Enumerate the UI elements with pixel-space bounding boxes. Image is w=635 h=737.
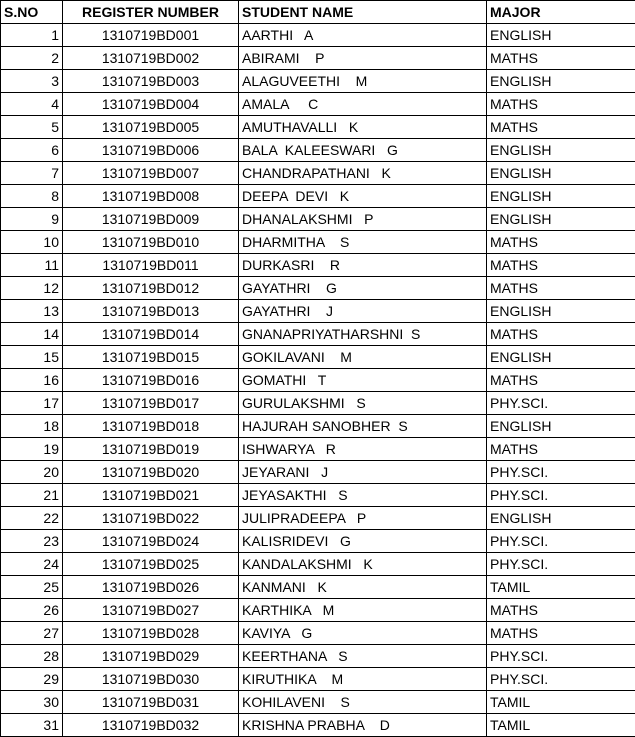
header-register-number: REGISTER NUMBER xyxy=(63,1,239,24)
cell-major: TAMIL xyxy=(487,714,635,737)
cell-student-name: GOMATHI T xyxy=(239,369,487,392)
cell-sno: 31 xyxy=(1,714,63,737)
cell-student-name: ALAGUVEETHI M xyxy=(239,70,487,93)
table-row xyxy=(1,24,635,47)
cell-register-number: 1310719BD010 xyxy=(63,231,239,254)
cell-student-name: DHARMITHA S xyxy=(239,231,487,254)
cell-register-number: 1310719BD016 xyxy=(63,369,239,392)
cell-register-number: 1310719BD021 xyxy=(63,484,239,507)
cell-student-name: JULIPRADEEPA P xyxy=(239,507,487,530)
table-row xyxy=(1,346,635,369)
cell-register-number: 1310719BD032 xyxy=(63,714,239,737)
cell-student-name: DHANALAKSHMI P xyxy=(239,208,487,231)
cell-major: PHY.SCI. xyxy=(487,668,635,691)
cell-major: ENGLISH xyxy=(487,507,635,530)
table-row xyxy=(1,231,635,254)
cell-student-name: GAYATHRI J xyxy=(239,300,487,323)
cell-sno: 16 xyxy=(1,369,63,392)
cell-register-number: 1310719BD026 xyxy=(63,576,239,599)
cell-sno: 18 xyxy=(1,415,63,438)
cell-major: ENGLISH xyxy=(487,185,635,208)
table-row xyxy=(1,300,635,323)
cell-sno: 4 xyxy=(1,93,63,116)
cell-student-name: KIRUTHIKA M xyxy=(239,668,487,691)
cell-major: PHY.SCI. xyxy=(487,461,635,484)
cell-major: PHY.SCI. xyxy=(487,553,635,576)
cell-sno: 9 xyxy=(1,208,63,231)
cell-student-name: KRISHNA PRABHA D xyxy=(239,714,487,737)
cell-sno: 20 xyxy=(1,461,63,484)
cell-register-number: 1310719BD012 xyxy=(63,277,239,300)
table-row xyxy=(1,93,635,116)
header-sno: S.NO xyxy=(1,1,63,24)
cell-sno: 26 xyxy=(1,599,63,622)
cell-register-number: 1310719BD011 xyxy=(63,254,239,277)
cell-student-name: KANDALAKSHMI K xyxy=(239,553,487,576)
cell-student-name: KAVIYA G xyxy=(239,622,487,645)
table-row xyxy=(1,599,635,622)
cell-sno: 3 xyxy=(1,70,63,93)
cell-register-number: 1310719BD009 xyxy=(63,208,239,231)
table-row xyxy=(1,70,635,93)
table-row xyxy=(1,254,635,277)
cell-sno: 30 xyxy=(1,691,63,714)
table-row xyxy=(1,47,635,70)
cell-major: ENGLISH xyxy=(487,162,635,185)
cell-major: MATHS xyxy=(487,369,635,392)
cell-register-number: 1310719BD015 xyxy=(63,346,239,369)
cell-major: MATHS xyxy=(487,599,635,622)
cell-student-name: GOKILAVANI M xyxy=(239,346,487,369)
cell-sno: 27 xyxy=(1,622,63,645)
cell-major: MATHS xyxy=(487,254,635,277)
table-row xyxy=(1,116,635,139)
table-row xyxy=(1,668,635,691)
cell-sno: 14 xyxy=(1,323,63,346)
cell-sno: 21 xyxy=(1,484,63,507)
cell-sno: 23 xyxy=(1,530,63,553)
cell-sno: 22 xyxy=(1,507,63,530)
cell-major: MATHS xyxy=(487,231,635,254)
cell-register-number: 1310719BD022 xyxy=(63,507,239,530)
cell-major: MATHS xyxy=(487,277,635,300)
cell-sno: 12 xyxy=(1,277,63,300)
cell-student-name: JEYARANI J xyxy=(239,461,487,484)
cell-register-number: 1310719BD005 xyxy=(63,116,239,139)
cell-register-number: 1310719BD031 xyxy=(63,691,239,714)
cell-major: MATHS xyxy=(487,323,635,346)
cell-register-number: 1310719BD001 xyxy=(63,24,239,47)
cell-register-number: 1310719BD017 xyxy=(63,392,239,415)
table-header xyxy=(1,1,635,24)
cell-student-name: GURULAKSHMI S xyxy=(239,392,487,415)
cell-register-number: 1310719BD002 xyxy=(63,47,239,70)
table-row xyxy=(1,369,635,392)
cell-sno: 6 xyxy=(1,139,63,162)
cell-sno: 15 xyxy=(1,346,63,369)
cell-register-number: 1310719BD006 xyxy=(63,139,239,162)
cell-major: ENGLISH xyxy=(487,24,635,47)
cell-register-number: 1310719BD008 xyxy=(63,185,239,208)
cell-student-name: KANMANI K xyxy=(239,576,487,599)
cell-major: MATHS xyxy=(487,47,635,70)
cell-register-number: 1310719BD029 xyxy=(63,645,239,668)
cell-sno: 25 xyxy=(1,576,63,599)
cell-student-name: ISHWARYA R xyxy=(239,438,487,461)
cell-sno: 10 xyxy=(1,231,63,254)
cell-register-number: 1310719BD004 xyxy=(63,93,239,116)
cell-major: PHY.SCI. xyxy=(487,530,635,553)
cell-register-number: 1310719BD007 xyxy=(63,162,239,185)
cell-student-name: KALISRIDEVI G xyxy=(239,530,487,553)
cell-major: MATHS xyxy=(487,438,635,461)
cell-student-name: DEEPA DEVI K xyxy=(239,185,487,208)
cell-sno: 24 xyxy=(1,553,63,576)
header-row xyxy=(1,1,635,24)
cell-major: TAMIL xyxy=(487,576,635,599)
cell-sno: 11 xyxy=(1,254,63,277)
cell-register-number: 1310719BD003 xyxy=(63,70,239,93)
cell-student-name: DURKASRI R xyxy=(239,254,487,277)
table-row xyxy=(1,622,635,645)
cell-register-number: 1310719BD028 xyxy=(63,622,239,645)
cell-sno: 7 xyxy=(1,162,63,185)
cell-student-name: ABIRAMI P xyxy=(239,47,487,70)
cell-register-number: 1310719BD025 xyxy=(63,553,239,576)
cell-major: PHY.SCI. xyxy=(487,645,635,668)
table-row xyxy=(1,553,635,576)
table-row xyxy=(1,185,635,208)
cell-student-name: AARTHI A xyxy=(239,24,487,47)
cell-sno: 5 xyxy=(1,116,63,139)
table-row xyxy=(1,392,635,415)
cell-major: ENGLISH xyxy=(487,415,635,438)
cell-student-name: GAYATHRI G xyxy=(239,277,487,300)
cell-sno: 1 xyxy=(1,24,63,47)
cell-student-name: JEYASAKTHI S xyxy=(239,484,487,507)
cell-sno: 29 xyxy=(1,668,63,691)
table-row xyxy=(1,208,635,231)
cell-major: ENGLISH xyxy=(487,70,635,93)
cell-student-name: BALA KALEESWARI G xyxy=(239,139,487,162)
cell-sno: 28 xyxy=(1,645,63,668)
cell-sno: 13 xyxy=(1,300,63,323)
header-major: MAJOR xyxy=(487,1,635,24)
cell-student-name: CHANDRAPATHANI K xyxy=(239,162,487,185)
cell-register-number: 1310719BD020 xyxy=(63,461,239,484)
cell-sno: 17 xyxy=(1,392,63,415)
cell-register-number: 1310719BD014 xyxy=(63,323,239,346)
cell-student-name: KARTHIKA M xyxy=(239,599,487,622)
table-row xyxy=(1,277,635,300)
cell-major: TAMIL xyxy=(487,691,635,714)
cell-major: ENGLISH xyxy=(487,208,635,231)
table-body xyxy=(1,24,635,737)
cell-student-name: KOHILAVENI S xyxy=(239,691,487,714)
cell-major: MATHS xyxy=(487,93,635,116)
cell-major: MATHS xyxy=(487,116,635,139)
cell-register-number: 1310719BD030 xyxy=(63,668,239,691)
table-row xyxy=(1,438,635,461)
cell-sno: 8 xyxy=(1,185,63,208)
table-row xyxy=(1,484,635,507)
header-student-name: STUDENT NAME xyxy=(239,1,487,24)
cell-register-number: 1310719BD024 xyxy=(63,530,239,553)
cell-sno: 19 xyxy=(1,438,63,461)
table-row xyxy=(1,415,635,438)
cell-register-number: 1310719BD027 xyxy=(63,599,239,622)
table-row xyxy=(1,139,635,162)
cell-sno: 2 xyxy=(1,47,63,70)
table-row xyxy=(1,530,635,553)
cell-major: PHY.SCI. xyxy=(487,392,635,415)
cell-student-name: AMUTHAVALLI K xyxy=(239,116,487,139)
cell-major: ENGLISH xyxy=(487,300,635,323)
cell-major: ENGLISH xyxy=(487,139,635,162)
table-row xyxy=(1,576,635,599)
cell-major: ENGLISH xyxy=(487,346,635,369)
table-row xyxy=(1,714,635,737)
cell-major: PHY.SCI. xyxy=(487,484,635,507)
cell-student-name: KEERTHANA S xyxy=(239,645,487,668)
table-row xyxy=(1,507,635,530)
table-row xyxy=(1,461,635,484)
table-row xyxy=(1,162,635,185)
cell-student-name: HAJURAH SANOBHER S xyxy=(239,415,487,438)
table-row xyxy=(1,645,635,668)
cell-register-number: 1310719BD019 xyxy=(63,438,239,461)
cell-register-number: 1310719BD018 xyxy=(63,415,239,438)
cell-student-name: GNANAPRIYATHARSHNI S xyxy=(239,323,487,346)
cell-register-number: 1310719BD013 xyxy=(63,300,239,323)
cell-major: MATHS xyxy=(487,622,635,645)
cell-student-name: AMALA C xyxy=(239,93,487,116)
table-row xyxy=(1,323,635,346)
table-row xyxy=(1,691,635,714)
